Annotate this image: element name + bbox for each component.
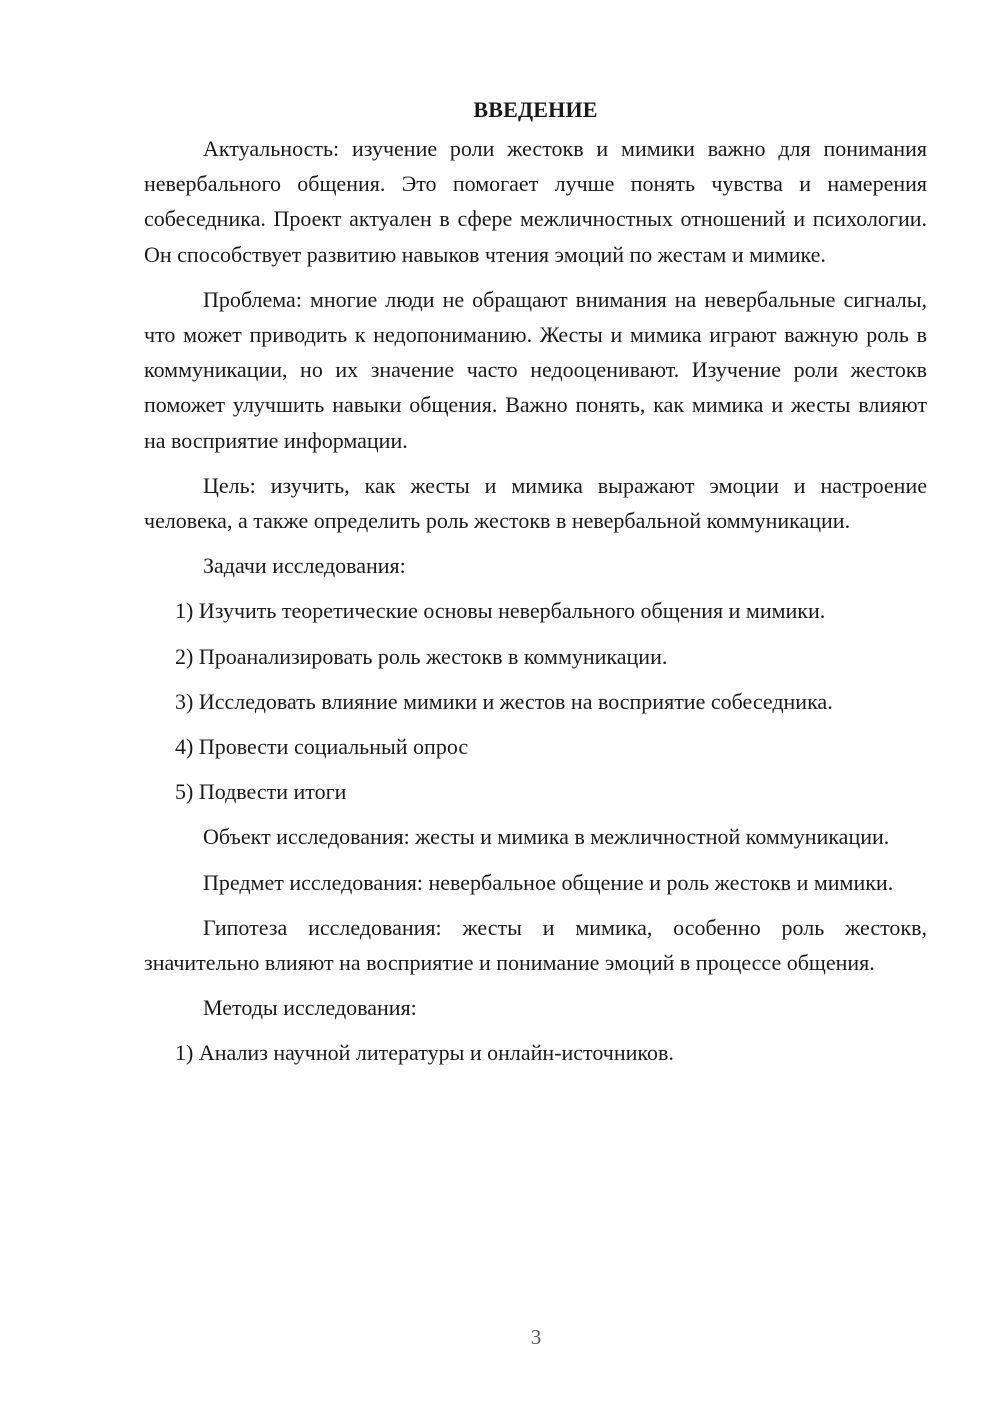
tasks-heading: Задачи исследования: [203, 553, 406, 579]
list-item: 2) Проанализировать роль жестокв в коммуникации. [175, 643, 668, 669]
list-item: 1) Изучить теоретические основы невербального общения и мимики. [175, 598, 826, 624]
problem-paragraph: Проблема: многие люди не обращают внимания на невербальные сигналы, что может приводить к недопониманию. Жесты и мимика играют важную роль в коммуникации, но их значение часто недооценивают. Изучение роли жестокв поможет улучшить навыки общения. Важно понять, как мимика и жесты влияют на восприятие информации. [144, 286, 927, 453]
list-item: 3) Исследовать влияние мимики и жестов на восприятие собеседника. [175, 688, 833, 714]
goal-paragraph: Цель: изучить, как жесты и мимика выражают эмоции и настроение человека, а также определить роль жестокв в невербальной коммуникации. [144, 472, 927, 534]
list-item: 4) Провести социальный опрос [175, 734, 469, 760]
list-item: 5) Подвести итоги [175, 779, 347, 805]
hypothesis-paragraph: Гипотеза исследования: жесты и мимика, особенно роль жестокв, значительно влияют на восприятие и понимание эмоций в процессе общения. [144, 914, 927, 976]
methods-heading: Методы исследования: [203, 995, 417, 1021]
subject-paragraph: Предмет исследования: невербальное общение и роль жестокв и мимики. [203, 869, 894, 895]
methods-list [144, 1035, 927, 1070]
object-paragraph: Объект исследования: жесты и мимика в межличностной коммуникации. [203, 824, 890, 850]
list-item: 1) Анализ научной литературы и онлайн-источников. [175, 1040, 674, 1066]
page-number: 3 [530, 1325, 542, 1349]
tasks-list [144, 593, 927, 809]
relevance-paragraph: Актуальность: изучение роли жестокв и мимики важно для понимания невербального общения. Это помогает лучше понять чувства и намерения собеседника. Проект актуален в сфере межличностных отношений и психологии. Он способствует развитию навыков чтения эмоций по жестам и мимике. [144, 136, 927, 267]
document-page [144, 92, 927, 1081]
section-title: ВВЕДЕНИЕ [473, 97, 598, 122]
